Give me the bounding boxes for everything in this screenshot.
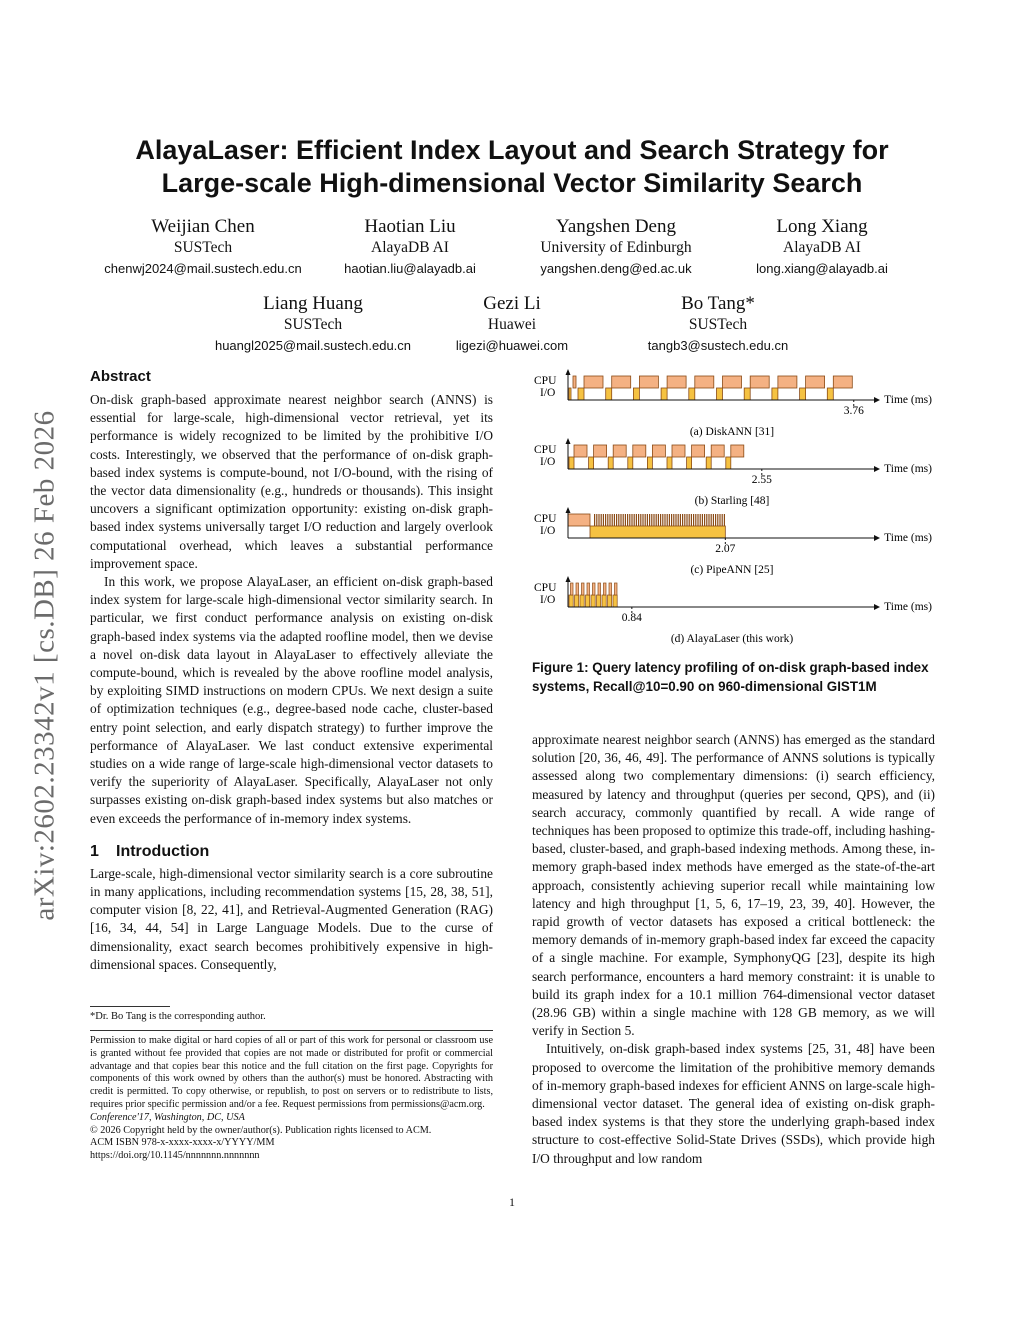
- io-bar: [606, 388, 612, 400]
- cpu-tick: [649, 514, 650, 526]
- axis-label: Time (ms): [884, 532, 932, 544]
- y-axis-arrow: [566, 507, 571, 513]
- cpu-tick: [627, 514, 628, 526]
- cpu-tick: [722, 514, 723, 526]
- cpu-tick: [697, 514, 698, 526]
- io-bar: [608, 457, 613, 469]
- author-email: huangl2025@mail.sustech.edu.cn: [214, 338, 412, 353]
- cpu-bar: [711, 445, 724, 457]
- permission-rule: [90, 1030, 493, 1031]
- author-email: yangshen.deng@ed.ac.uk: [540, 261, 692, 276]
- author-email: ligezi@huawei.com: [455, 338, 569, 353]
- author-affiliation: AlayaDB AI: [783, 239, 861, 256]
- io-bar: [772, 388, 778, 400]
- cpu-tick: [708, 514, 709, 526]
- cpu-tick: [638, 514, 639, 526]
- cpu-tick: [700, 514, 701, 526]
- author-affiliation: Huawei: [487, 316, 537, 333]
- footnote: *Dr. Bo Tang is the corresponding author.: [90, 1011, 266, 1022]
- cpu-tick: [664, 514, 665, 526]
- axis-arrow: [874, 397, 880, 403]
- io-bar: [569, 388, 571, 400]
- cpu-tick: [689, 514, 690, 526]
- author-name: Long Xiang: [776, 216, 868, 237]
- author-affiliation: SUSTech: [173, 239, 233, 256]
- cpu-bar: [750, 376, 769, 388]
- cpu-tick: [686, 514, 687, 526]
- figure-1-latency-profile: [532, 365, 942, 655]
- intro-heading: 1 Introduction: [90, 842, 210, 860]
- io-bar: [827, 388, 833, 400]
- io-bar: [602, 595, 606, 607]
- cpu-bar: [582, 583, 585, 595]
- axis-label: Time (ms): [884, 463, 932, 475]
- io-bar: [613, 595, 617, 607]
- cpu-label: CPU: [534, 444, 557, 456]
- cpu-tick: [711, 514, 712, 526]
- cpu-bar: [584, 376, 603, 388]
- footnote-rule: [90, 1006, 170, 1007]
- cpu-bar: [652, 445, 665, 457]
- author-affiliation: University of Edinburgh: [540, 239, 692, 256]
- cpu-tick: [605, 514, 606, 526]
- intro-paragraph: Large-scale, high-dimensional vector similarity search is a core subroutine in many applications, including recommendation systems [15, 28, 38, 51], computer vision [8, 22, 41], and Retrieval-Augmented Generation (RAG) [16, 34, 44, 54] in Large Language Models. Due to the curse of dimensionality, exact search becomes prohibitively expensive in high-dimensional spaces. Consequently,: [90, 865, 493, 972]
- arxiv-identifier: [30, 370, 60, 960]
- cpu-tick: [671, 514, 672, 526]
- author-name: Yangshen Deng: [556, 216, 676, 237]
- cpu-tick: [647, 514, 648, 526]
- cpu-tick: [715, 514, 716, 526]
- io-label: I/O: [540, 456, 556, 468]
- body-paragraph: approximate nearest neighbor search (ANNS) has emerged as the standard solution [20, 36, 46, 49]. The performance of ANNS solutions is typically assessed along two complementary dimensions: (i) search efficiency, measured by latency and throughput (queries per second, QPS), and (ii) search accuracy, commonly quantified by recall. A wide range of techniques has been proposed to optimize this trade-off, including hashing-based, cluster-based, and graph-based indexing methods. Among these, in-memory graph-based index methods have emerged as the state-of-the-art approach, consistently achieving superior recall while maintaining low latency and high throughput [1, 5, 6, 17–19, 23, 39, 40]. However, the rapid growth of vector datasets has exposed a critical bottleneck: the memory demands of in-memory graph-based index far exceed the capacity of a single machine. For example, SymphonyQG [23], despite its high search performance, encounters a hard memory constraint: it is unable to build its graph index for a 10.1 million 764-dimensional vector dataset (28.96 GB) within a single machine with 128 GB memory, as we will verify in Section 5.: [532, 732, 935, 1039]
- author-affiliation: SUSTech: [688, 316, 748, 333]
- arxiv-id-text: arXiv:2602.23342v1 [cs.DB] 26 Feb 2026: [28, 409, 61, 921]
- io-bar: [591, 595, 595, 607]
- abstract-heading: Abstract: [90, 368, 151, 385]
- cpu-bar: [806, 376, 825, 388]
- author-affiliation: AlayaDB AI: [371, 239, 449, 256]
- cpu-bar: [593, 583, 596, 595]
- cpu-tick: [596, 514, 597, 526]
- cpu-tick: [651, 514, 652, 526]
- cpu-label: CPU: [534, 582, 557, 594]
- cpu-tick: [673, 514, 674, 526]
- axis-arrow: [874, 466, 880, 472]
- io-bar: [608, 595, 612, 607]
- cpu-tick: [693, 514, 694, 526]
- figure-caption: Figure 1: Query latency profiling of on-disk graph-based index systems, Recall@10=0.90 on 960-dimensional GIST1M: [532, 660, 929, 694]
- io-bar: [667, 457, 672, 469]
- io-bar: [578, 388, 584, 400]
- cpu-tick: [642, 514, 643, 526]
- cpu-bar: [672, 445, 685, 457]
- paper-title: AlayaLaser: Efficient Index Layout and Search Strategy for Large-scale High-dimensional Vector Similarity Search: [135, 135, 889, 198]
- cpu-tick: [656, 514, 657, 526]
- cpu-bar: [574, 445, 587, 457]
- io-bar: [628, 457, 633, 469]
- cpu-tick: [618, 514, 619, 526]
- author-name: Liang Huang: [263, 293, 363, 314]
- io-bar: [569, 457, 574, 469]
- cpu-tick: [623, 514, 624, 526]
- page-number: 1: [509, 1195, 515, 1209]
- author-block: [697, 216, 947, 280]
- panel-caption: (b) Starling [48]: [694, 495, 770, 507]
- latency-value: 2.55: [751, 474, 772, 486]
- abstract-paragraph: In this work, we propose AlayaLaser, an efficient on-disk graph-based index system for large-scale high-dimensional vector similarity search. In particular, we first conduct performance analysis on existing on-disk graph-based index systems via the adapted roofline model, then we devise a novel on-disk data layout in AlayaLaser to effectively alleviate the compute-bound, which is revealed by the above roofline model analysis, by exploiting SIMD instructions on modern CPUs. We next design a suite of optimization techniques (e.g., degree-based node cache, cluster-based entry point selection, and early dispatch strategy) to further improve the performance of AlayaLaser. We last conduct extensive experimental studies on a wide range of large-scale high-dimensional vector datasets to verify the superiority of AlayaLaser. Specifically, AlayaLaser not only surpasses existing on-disk graph-based index systems but also matches or even exceeds the performance of in-memory index systems.: [90, 574, 493, 826]
- cpu-label: CPU: [534, 375, 557, 387]
- panel-caption: (c) PipeANN [25]: [690, 564, 774, 576]
- axis-label: Time (ms): [884, 394, 932, 406]
- cpu-tick: [645, 514, 646, 526]
- author-email: chenwj2024@mail.sustech.edu.cn: [104, 261, 302, 276]
- panel-caption: (a) DiskANN [31]: [689, 426, 775, 438]
- cpu-tick: [634, 514, 635, 526]
- cpu-bar: [667, 376, 686, 388]
- cpu-tick: [658, 514, 659, 526]
- author-name: Haotian Liu: [364, 216, 456, 237]
- cpu-tick: [702, 514, 703, 526]
- io-bar: [569, 595, 573, 607]
- cpu-tick: [603, 514, 604, 526]
- cpu-tick: [719, 514, 720, 526]
- cpu-bar: [568, 514, 590, 526]
- author-name: Gezi Li: [483, 293, 541, 314]
- cpu-bar: [613, 445, 626, 457]
- io-bar: [744, 388, 750, 400]
- cpu-tick: [636, 514, 637, 526]
- cpu-bar: [833, 376, 852, 388]
- cpu-tick: [682, 514, 683, 526]
- cpu-bar: [639, 376, 658, 388]
- cpu-bar: [778, 376, 797, 388]
- author-affiliation: SUSTech: [283, 316, 343, 333]
- cpu-tick: [678, 514, 679, 526]
- cpu-tick: [691, 514, 692, 526]
- y-axis-arrow: [566, 576, 571, 582]
- io-bar: [633, 388, 639, 400]
- cpu-tick: [598, 514, 599, 526]
- io-label: I/O: [540, 387, 556, 399]
- cpu-tick: [629, 514, 630, 526]
- cpu-bar: [615, 583, 618, 595]
- latency-value: 2.07: [715, 543, 736, 555]
- cpu-tick: [695, 514, 696, 526]
- cpu-tick: [614, 514, 615, 526]
- cpu-bar: [604, 583, 607, 595]
- cpu-tick: [620, 514, 621, 526]
- cpu-tick: [625, 514, 626, 526]
- cpu-bar: [609, 583, 612, 595]
- cpu-tick: [616, 514, 617, 526]
- cpu-tick: [667, 514, 668, 526]
- io-bar: [590, 526, 725, 538]
- io-bar: [800, 388, 806, 400]
- cpu-tick: [640, 514, 641, 526]
- author-name: Weijian Chen: [151, 216, 255, 237]
- author-block: [593, 293, 843, 357]
- cpu-tick: [684, 514, 685, 526]
- cpu-bar: [692, 445, 705, 457]
- cpu-tick: [675, 514, 676, 526]
- io-bar: [687, 457, 692, 469]
- cpu-tick: [706, 514, 707, 526]
- latency-value: 3.76: [843, 405, 864, 417]
- axis-label: Time (ms): [884, 601, 932, 613]
- abstract-paragraph: On-disk graph-based approximate nearest neighbor search (ANNS) is essential for large-scale, high-dimensional vector retrieval, yet its performance is widely recognized to be limited by the prohibitive I/O costs. Interestingly, we observed that the performance of on-disk graph-based index systems is compute-bound, not I/O-bound, with the rising of the vector data dimensionality (e.g., hundreds or thousands). This insight uncovers a significant optimization opportunity: existing on-disk graph-based index systems universally target I/O reduction and largely overlook computational overhead, which leaves a substantial performance improvement space.: [90, 392, 493, 571]
- body-paragraph: Intuitively, on-disk graph-based index systems [25, 31, 48] have been proposed to overcome the limitation of the prohibitive memory demands of in-memory graph-based indexes for efficient ANNS on large-scale high-dimensional vector dataset. The general idea of existing on-disk graph-based index systems is that they store the underlying graph-based index structure to cost-effective Solid-State Drives (SSDs), which provide high I/O throughput and low random: [532, 1041, 935, 1166]
- cpu-tick: [601, 514, 602, 526]
- cpu-tick: [717, 514, 718, 526]
- cpu-bar: [598, 583, 601, 595]
- cpu-bar: [723, 376, 742, 388]
- cpu-bar: [612, 376, 631, 388]
- io-bar: [589, 457, 594, 469]
- cpu-bar: [633, 445, 646, 457]
- y-axis-arrow: [566, 438, 571, 444]
- io-label: I/O: [540, 525, 556, 537]
- left-column: [90, 368, 493, 974]
- io-bar: [580, 595, 584, 607]
- io-label: I/O: [540, 594, 556, 606]
- io-bar: [717, 388, 723, 400]
- cpu-bar: [594, 445, 607, 457]
- io-bar: [726, 457, 731, 469]
- author-email: long.xiang@alayadb.ai: [756, 261, 888, 276]
- io-bar: [597, 595, 601, 607]
- latency-value: 0.84: [621, 612, 642, 624]
- io-bar: [575, 595, 579, 607]
- cpu-bar: [571, 583, 574, 595]
- io-bar: [647, 457, 652, 469]
- cpu-tick: [660, 514, 661, 526]
- cpu-bar: [576, 583, 579, 595]
- author-email: haotian.liu@alayadb.ai: [344, 261, 476, 276]
- cpu-tick: [662, 514, 663, 526]
- author-name: Bo Tang*: [681, 293, 755, 314]
- cpu-label: CPU: [534, 513, 557, 525]
- cpu-bar: [587, 583, 590, 595]
- y-axis-arrow: [566, 369, 571, 375]
- cpu-tick: [713, 514, 714, 526]
- cpu-tick: [680, 514, 681, 526]
- cpu-tick: [612, 514, 613, 526]
- io-bar: [689, 388, 695, 400]
- cpu-tick: [631, 514, 632, 526]
- axis-arrow: [874, 535, 880, 541]
- cpu-tick: [594, 514, 595, 526]
- cpu-bar: [731, 445, 744, 457]
- axis-arrow: [874, 604, 880, 610]
- io-bar: [706, 457, 711, 469]
- permission-block: Permission to make digital or hard copies of all or part of this work for personal or classroom use is granted without fee provided that copies are not made or distributed for profit or commercial advantage and that copies bear this notice and the full citation on the first page. Copyrights for components of this work owned by others than the author(s) must be honored. Abstracting with credit is permitted. To copy otherwise, or republish, to post on servers or to redistribute to lists, requires prior specific permission and/or a fee. Request permissions from permissions@acm.org. Conference'17, Washington, DC, USA © 2026 Copyright held by the owner/author(s). Publication rights licensed to ACM. ACM ISBN 978-x-xxxx-xxxx-x/YYYY/MM https://doi.org/10.1145/nnnnnnn.nnnnnnn: [90, 1035, 493, 1162]
- panel-caption: (d) AlayaLaser (this work): [670, 633, 794, 645]
- cpu-tick: [609, 514, 610, 526]
- right-column: [532, 731, 935, 1168]
- io-bar: [586, 595, 590, 607]
- author-email: tangb3@sustech.edu.cn: [647, 338, 789, 353]
- cpu-tick: [704, 514, 705, 526]
- cpu-tick: [653, 514, 654, 526]
- cpu-tick: [724, 514, 725, 526]
- cpu-tick: [607, 514, 608, 526]
- io-bar: [661, 388, 667, 400]
- cpu-bar: [695, 376, 714, 388]
- cpu-bar: [573, 376, 576, 388]
- cpu-tick: [669, 514, 670, 526]
